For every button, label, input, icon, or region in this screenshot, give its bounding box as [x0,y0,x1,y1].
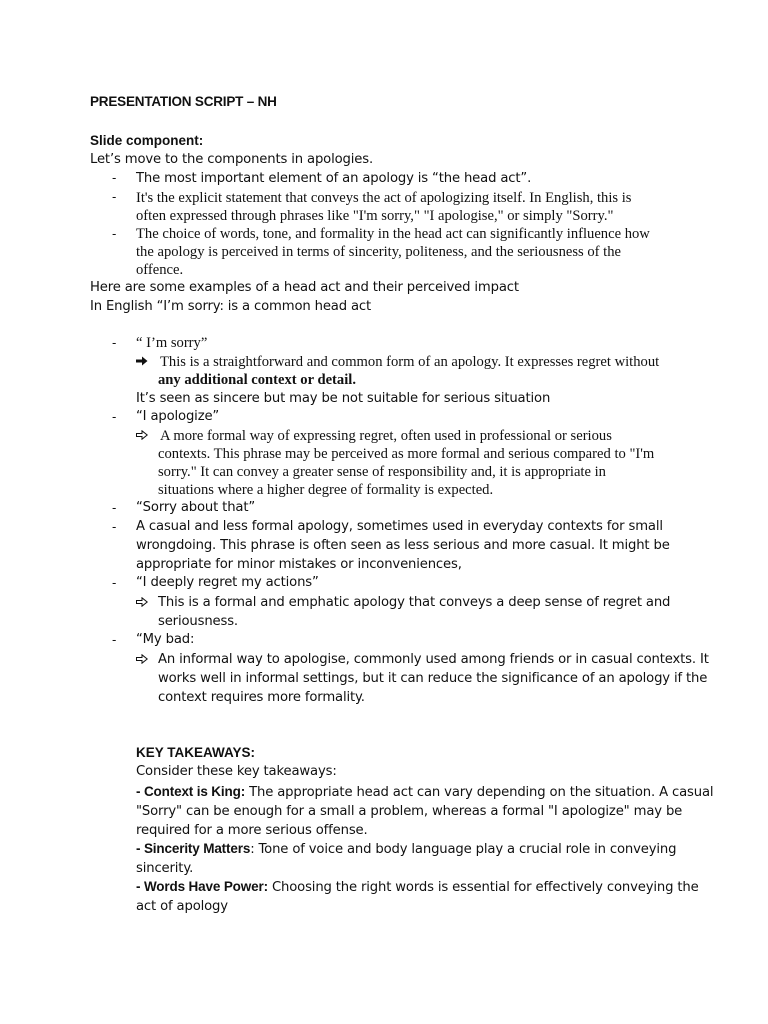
example-desc-5 [158,650,709,707]
text-line: context requires more formality. [158,690,365,705]
takeaway-item-3 [136,877,699,916]
takeaway-line [136,782,713,802]
takeaway-label: - Sincerity Matters [136,841,251,856]
text-line: often expressed through phrases like "I'm sorry," "I apologise," or simply "Sorry." [136,208,614,225]
example-phrase-5: “My bad: [136,632,195,647]
arrow-right-outline-icon [136,593,150,611]
text-line: situations where a higher degree of formality is expected. [158,482,494,499]
slide-bullet-3 [136,225,650,280]
text-line: It's the explicit statement that conveys the act of apologizing itself. In English, this is [136,190,632,206]
text-line: sorry." It can convey a greater sense of responsibility and, it is appropriate in [158,464,606,481]
example-desc-2-cont [158,445,654,500]
text-line: sincerity. [136,861,194,876]
text-line: A more formal way of expressing regret, often used in professional or serious [160,428,612,444]
examples-intro: Here are some examples of a head act and their perceived impact [90,280,519,295]
example-note-1: It’s seen as sincere but may be not suitable for serious situation [136,391,551,406]
example-desc-2 [160,427,612,445]
text-line: appropriate for minor mistakes or inconveniences, [136,556,462,572]
takeaways-intro: Consider these key takeaways: [136,764,337,779]
slide-bullet-1: The most important element of an apology is “the head act”. [136,171,532,186]
text-line: works well in informal settings, but it can reduce the significance of an apology if the [158,671,708,686]
text-line: contexts. This phrase may be perceived as more formal and serious compared to "I'm [158,446,655,462]
example-phrase-4: “I deeply regret my actions” [136,575,319,590]
english-line: In English “I’m sorry: is a common head act [90,299,372,314]
text-line: the apology is perceived in terms of sincerity, politeness, and the seriousness of the [136,244,621,261]
arrow-right-outline-icon [136,650,150,668]
slide-heading: Slide component: [90,133,204,148]
example-phrase-1: “ I’m sorry” [136,335,208,351]
bullet-dash: - [112,189,117,204]
takeaways-heading: KEY TAKEAWAYS: [136,745,256,760]
document-title: PRESENTATION SCRIPT – NH [90,94,277,109]
takeaway-label: - Words Have Power: [136,879,268,894]
text-line: This is a straightforward and common form of an apology. It expresses regret without [160,354,660,370]
takeaway-text: The appropriate head act can vary depending on the situation. A casual [245,785,714,800]
takeaway-line [136,839,676,859]
text-line: required for a more serious offense. [136,823,368,838]
example-phrase-3: “Sorry about that” [136,500,256,515]
takeaway-label: - Context is King: [136,784,246,799]
example-desc-3 [136,518,670,574]
bullet-dash: - [112,226,117,241]
takeaway-text: Choosing the right words is essential for effectively conveying the [267,880,699,895]
example-desc-1 [160,353,659,371]
bullet-dash: - [112,519,117,534]
bullet-dash: - [112,575,117,590]
slide-bullet-2 [136,189,631,225]
bullet-dash: - [112,170,117,185]
example-desc-1-bold: any additional context or detail. [158,372,356,388]
text-line: A casual and less formal apology, sometimes used in everyday contexts for small [136,519,663,534]
example-desc-4 [158,593,670,631]
text-line: wrongdoing. This phrase is often seen as less serious and more casual. It might be [136,537,670,553]
example-phrase-2: “I apologize” [136,409,220,424]
text-line: act of apology [136,899,228,914]
takeaway-item-1 [136,782,713,840]
bullet-dash: - [112,632,117,647]
text-line: seriousness. [158,614,238,629]
bullet-dash: - [112,500,117,515]
arrow-right-outline-icon [136,426,150,444]
text-line: An informal way to apologise, commonly used among friends or in casual contexts. It [158,652,709,667]
text-line: offence. [136,262,184,279]
bullet-dash: - [112,335,117,350]
slide-intro: Let’s move to the components in apologies. [90,152,373,167]
arrow-right-solid-icon [136,352,150,370]
text-line: This is a formal and emphatic apology that conveys a deep sense of regret and [158,595,671,610]
text-line: The choice of words, tone, and formality in the head act can significantly influence how [136,226,650,242]
takeaway-text: : Tone of voice and body language play a crucial role in conveying [250,842,677,857]
text-line: "Sorry" can be enough for a small a problem, whereas a formal "I apologize" may be [136,804,683,819]
takeaway-item-2 [136,839,676,878]
bullet-dash: - [112,409,117,424]
takeaway-line [136,877,699,897]
